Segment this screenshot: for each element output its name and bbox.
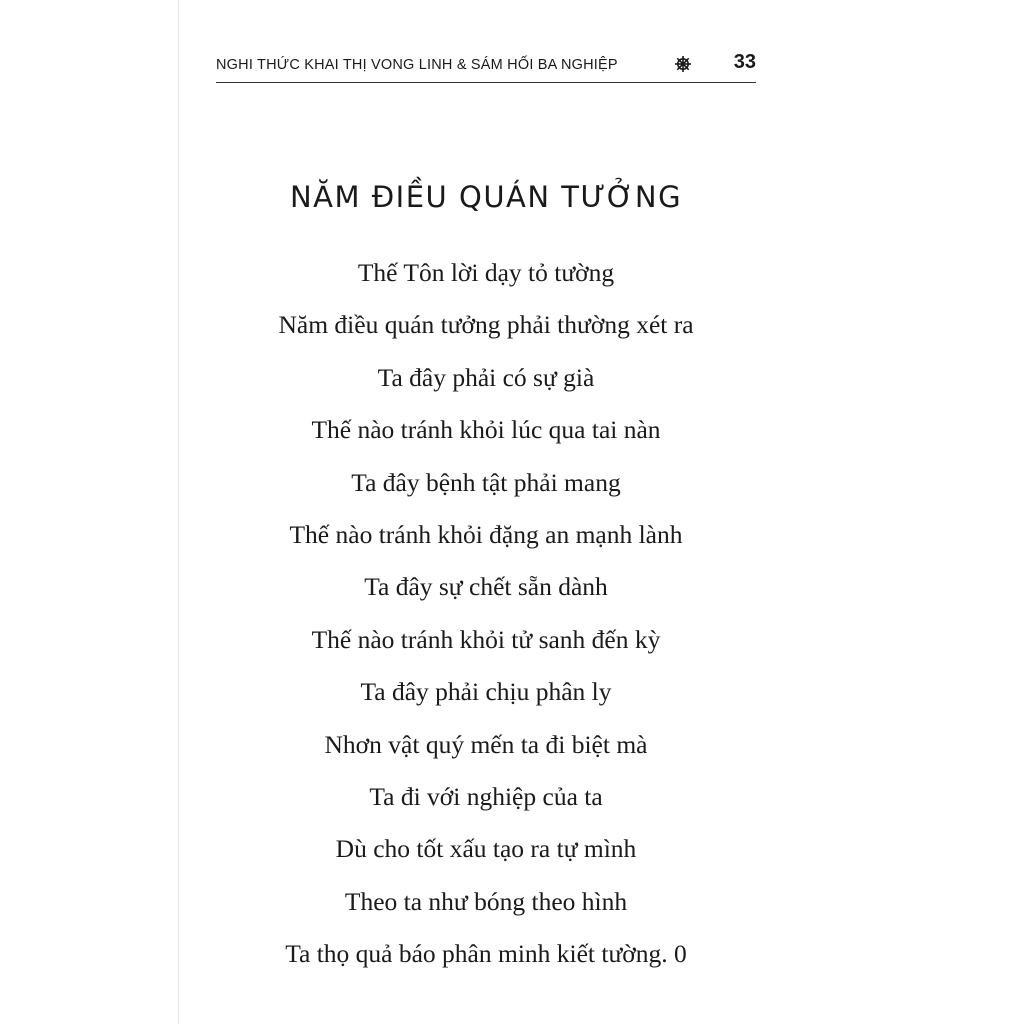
poem-line: Ta đây bệnh tật phải mang [351, 467, 621, 497]
running-header-title: NGHI THỨC KHAI THỊ VONG LINH & SÁM HỐI BA NGHIỆP [216, 57, 618, 73]
dharma-wheel-icon [674, 55, 692, 73]
poem-line: Thế nào tránh khỏi tử sanh đến kỳ [311, 624, 661, 654]
poem [216, 247, 756, 980]
poem-line: Thế Tôn lời dạy tỏ tường [357, 258, 615, 287]
poem-line: Ta thọ quả báo phân minh kiết tường. 0 [285, 939, 687, 969]
poem-line: Dù cho tốt xấu tạo ra tự mình [335, 834, 637, 864]
poem-line: Năm điều quán tưởng phải thường xét ra [278, 310, 694, 340]
page-edge [178, 0, 179, 1024]
page-number: 33 [733, 51, 756, 73]
poem-line: Theo ta như bóng theo hình [344, 886, 628, 916]
poem-line: Thế nào tránh khỏi lúc qua tai nàn [311, 415, 661, 445]
poem-line: Ta đây sự chết sẵn dành [364, 572, 608, 602]
page-margin [0, 0, 178, 1024]
section-title: NĂM ĐIỀU QUÁN TƯỞNG [289, 180, 683, 214]
poem-line: Ta đây phải chịu phân ly [360, 677, 612, 707]
running-header [216, 50, 756, 84]
poem-line: Thế nào tránh khỏi đặng an mạnh lành [289, 519, 683, 549]
poem-line: Nhơn vật quý mến ta đi biệt mà [324, 729, 648, 759]
header-rule [216, 82, 756, 83]
poem-line: Ta đi với nghiệp của ta [369, 781, 603, 811]
poem-line: Ta đây phải có sự già [377, 362, 595, 392]
